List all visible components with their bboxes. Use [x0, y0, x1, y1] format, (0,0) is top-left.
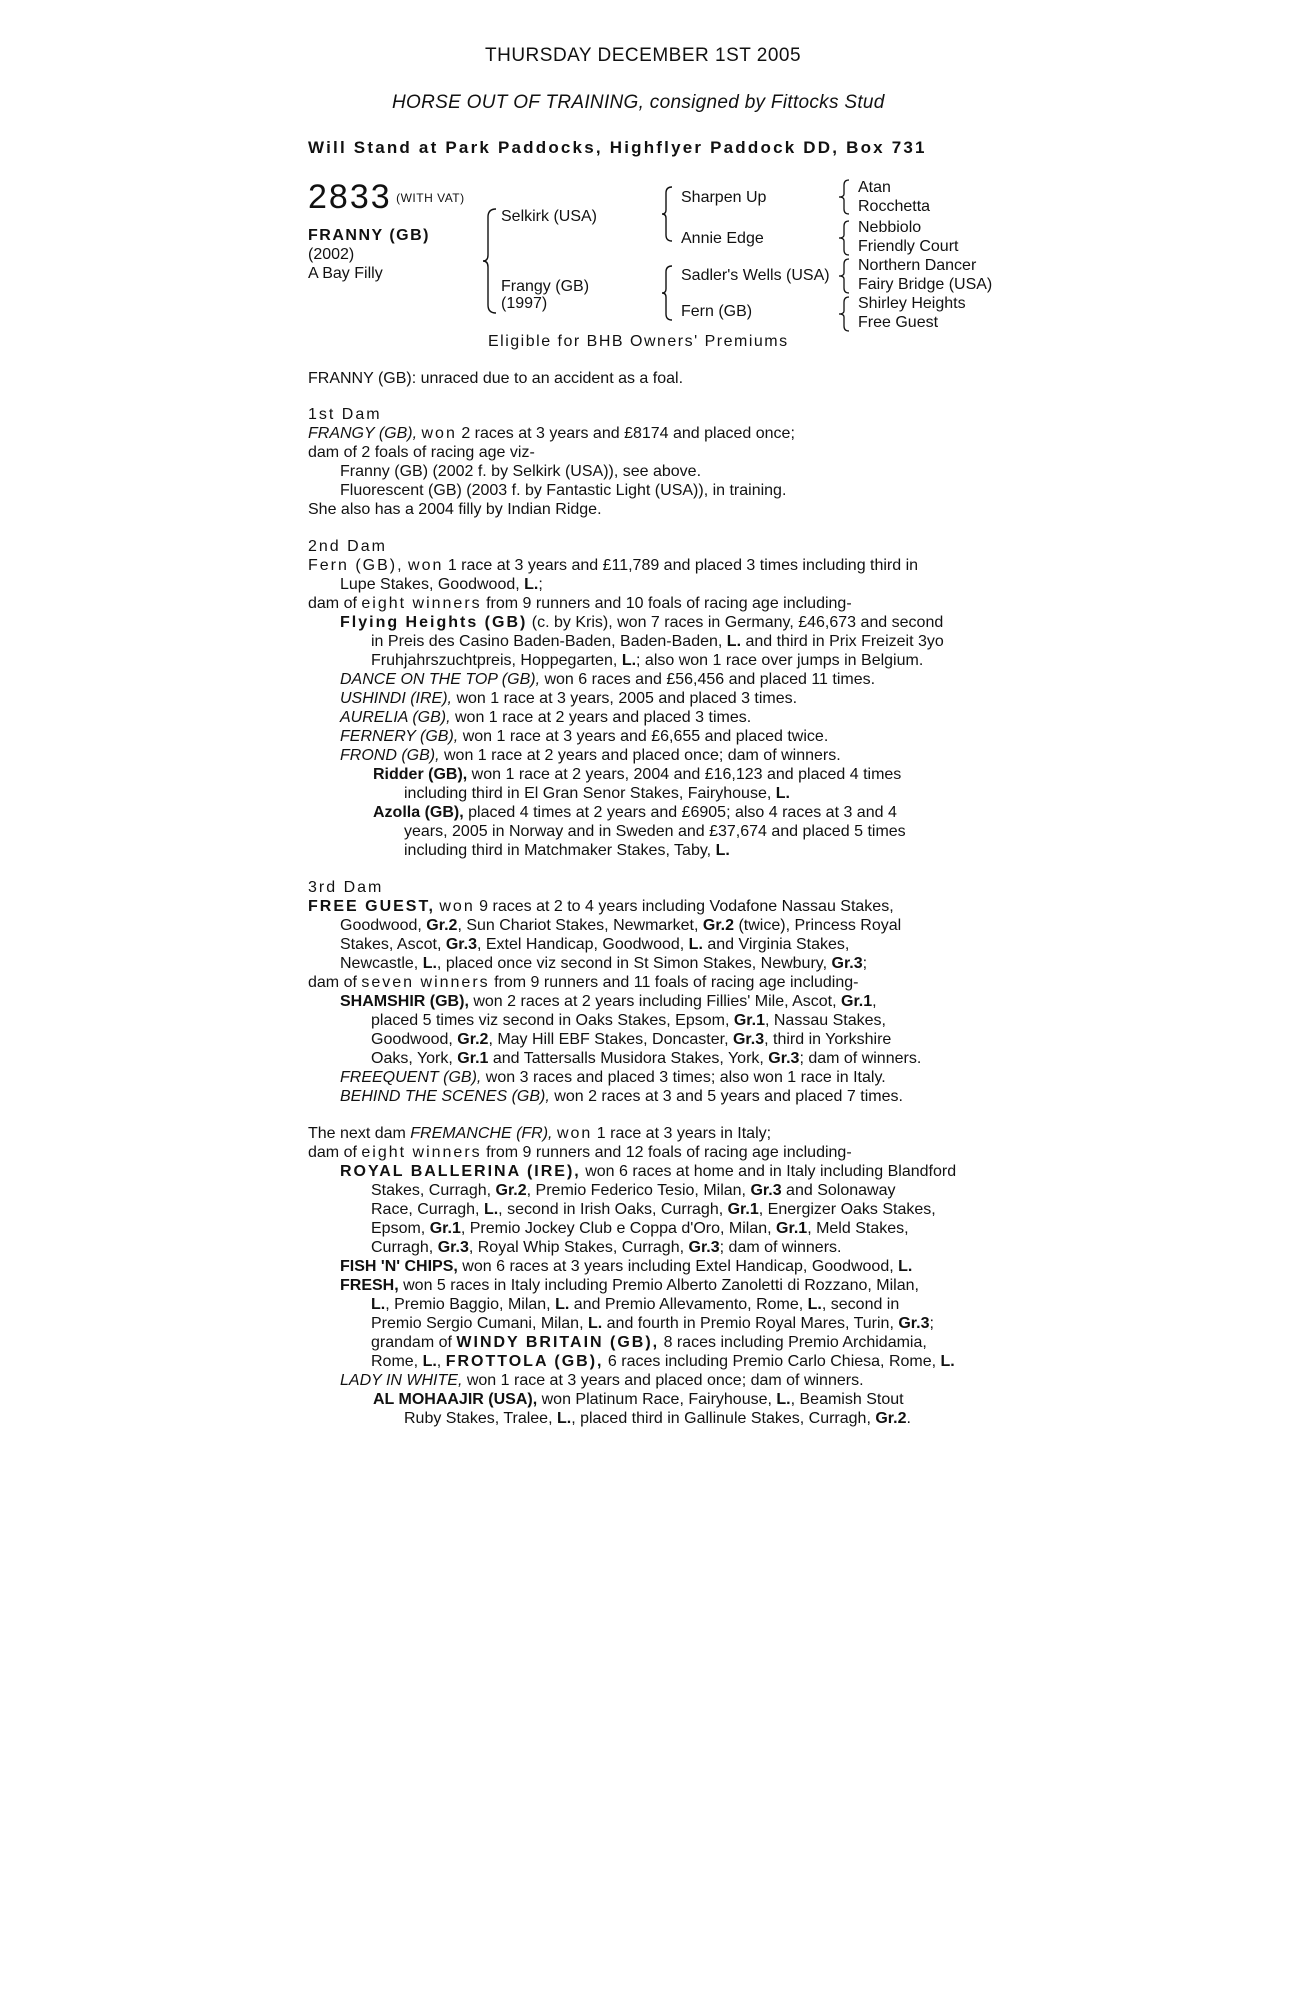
dam2-line10: FERNERY (GB), won 1 race at 3 years and £6,655 and placed twice.: [340, 728, 829, 745]
owners-premium-note: Eligible for BHB Owners' Premiums: [488, 333, 789, 350]
pedigree-gg4: Friendly Court: [858, 238, 959, 255]
dam2-line1: Fern (GB), won 1 race at 3 years and £11,789 and placed 3 times including third in: [308, 557, 919, 574]
dam4-line4: Stakes, Curragh, Gr.2, Premio Federico Tesio, Milan, Gr.3 and Solonaway: [371, 1182, 896, 1199]
dam2-line12: Ridder (GB), won 1 race at 2 years, 2004 and £16,123 and placed 4 times: [373, 766, 902, 783]
dam3-line2: Goodwood, Gr.2, Sun Chariot Stakes, Newmarket, Gr.2 (twice), Princess Royal: [340, 917, 902, 934]
dam2-line2: Lupe Stakes, Goodwood, L.;: [340, 576, 543, 593]
pedigree-dam-year: (1997): [501, 295, 548, 312]
dam2-line6: Fruhjahrszuchtpreis, Hoppegarten, L.; also won 1 race over jumps in Belgium.: [371, 652, 924, 669]
dam4-line1: The next dam FREMANCHE (FR), won 1 race at 3 years in Italy;: [308, 1125, 772, 1142]
dam1-line3: Franny (GB) (2002 f. by Selkirk (USA)), see above.: [340, 463, 702, 480]
pedigree-gg2: Rocchetta: [858, 198, 931, 215]
dam3-line8: Goodwood, Gr.2, May Hill EBF Stakes, Doncaster, Gr.3, third in Yorkshire: [371, 1031, 892, 1048]
dam3-line1: FREE GUEST, won 9 races at 2 to 4 years including Vodafone Nassau Stakes,: [308, 898, 894, 915]
dam2-line5: in Preis des Casino Baden-Baden, Baden-Baden, L. and third in Prix Freizeit 3yo: [371, 633, 944, 650]
pedigree-g2: Annie Edge: [681, 230, 764, 247]
dam4-line6: Epsom, Gr.1, Premio Jockey Club e Coppa d'Oro, Milan, Gr.1, Meld Stakes,: [371, 1220, 909, 1237]
pedigree-g1: Sharpen Up: [681, 189, 767, 206]
consignment-title: HORSE OUT OF TRAINING, consigned by Fittocks Stud: [392, 92, 885, 113]
dam2-line15: years, 2005 in Norway and in Sweden and £37,674 and placed 5 times: [404, 823, 906, 840]
gg-brace-1: [838, 179, 850, 215]
dam4-line12: grandam of WINDY BRITAIN (GB), 8 races including Premio Archidamia,: [371, 1334, 927, 1351]
dam2-line9: AURELIA (GB), won 1 race at 2 years and placed 3 times.: [340, 709, 752, 726]
dam3-heading: 3rd Dam: [308, 879, 384, 896]
dam3-line3: Stakes, Ascot, Gr.3, Extel Handicap, Goodwood, L. and Virginia Stakes,: [340, 936, 850, 953]
gg-brace-3: [838, 258, 850, 294]
dam1-line2: dam of 2 foals of racing age viz-: [308, 444, 535, 461]
horse-intro: FRANNY (GB): unraced due to an accident as a foal.: [308, 370, 684, 387]
pedigree-gg1: Atan: [858, 179, 891, 196]
sale-date: THURSDAY DECEMBER 1ST 2005: [485, 45, 802, 66]
pedigree-dam: Frangy (GB): [501, 278, 590, 295]
dam3-line6: SHAMSHIR (GB), won 2 races at 2 years including Fillies' Mile, Ascot, Gr.1,: [340, 993, 877, 1010]
dam2-heading: 2nd Dam: [308, 538, 387, 555]
pedigree-gg8: Free Guest: [858, 314, 939, 331]
gg-brace-4: [838, 296, 850, 332]
dam1-line5: She also has a 2004 filly by Indian Ridge.: [308, 501, 602, 518]
dam4-line8: FISH 'N' CHIPS, won 6 races at 3 years including Extel Handicap, Goodwood, L.: [340, 1258, 913, 1275]
dam4-line15: AL MOHAAJIR (USA), won Platinum Race, Fairyhouse, L., Beamish Stout: [373, 1391, 904, 1408]
dam3-line7: placed 5 times viz second in Oaks Stakes, Epsom, Gr.1, Nassau Stakes,: [371, 1012, 886, 1029]
horse-description: A Bay Filly: [308, 265, 383, 282]
sire-dam-brace: [482, 208, 498, 314]
dam1-line4: Fluorescent (GB) (2003 f. by Fantastic Light (USA)), in training.: [340, 482, 787, 499]
pedigree-gg5: Northern Dancer: [858, 257, 977, 274]
dam2-line13: including third in El Gran Senor Stakes, Fairyhouse, L.: [404, 785, 790, 802]
sire-parents-brace: [661, 186, 673, 242]
dam4-line11: Premio Sergio Cumani, Milan, L. and fourth in Premio Royal Mares, Turin, Gr.3;: [371, 1315, 934, 1332]
dam2-line4: Flying Heights (GB) (c. by Kris), won 7 races in Germany, £46,673 and second: [340, 614, 944, 631]
dam1-heading: 1st Dam: [308, 406, 382, 423]
horse-name: FRANNY (GB): [308, 227, 430, 244]
dam4-line7: Curragh, Gr.3, Royal Whip Stakes, Curragh, Gr.3; dam of winners.: [371, 1239, 842, 1256]
dam3-line9: Oaks, York, Gr.1 and Tattersalls Musidora Stakes, York, Gr.3; dam of winners.: [371, 1050, 922, 1067]
pedigree-g3: Sadler's Wells (USA): [681, 267, 830, 284]
dam4-line5: Race, Curragh, L., second in Irish Oaks, Curragh, Gr.1, Energizer Oaks Stakes,: [371, 1201, 936, 1218]
pedigree-gg3: Nebbiolo: [858, 219, 922, 236]
stand-location: Will Stand at Park Paddocks, Highflyer Paddock DD, Box 731: [308, 138, 927, 157]
pedigree-gg6: Fairy Bridge (USA): [858, 276, 993, 293]
pedigree-sire: Selkirk (USA): [501, 208, 598, 225]
dam4-line16: Ruby Stakes, Tralee, L., placed third in Gallinule Stakes, Curragh, Gr.2.: [404, 1410, 911, 1427]
dam2-line3: dam of eight winners from 9 runners and 10 foals of racing age including-: [308, 595, 852, 612]
lot-number: 2833: [308, 178, 392, 216]
dam2-line16: including third in Matchmaker Stakes, Taby, L.: [404, 842, 730, 859]
dam3-line4: Newcastle, L., placed once viz second in St Simon Stakes, Newbury, Gr.3;: [340, 955, 868, 972]
dam4-line14: LADY IN WHITE, won 1 race at 3 years and placed once; dam of winners.: [340, 1372, 864, 1389]
dam-parents-brace: [661, 265, 673, 321]
vat-note: (WITH VAT): [396, 191, 465, 205]
dam2-line7: DANCE ON THE TOP (GB), won 6 races and £56,456 and placed 11 times.: [340, 671, 876, 688]
pedigree-gg7: Shirley Heights: [858, 295, 966, 312]
dam4-line2: dam of eight winners from 9 runners and 12 foals of racing age including-: [308, 1144, 852, 1161]
dam2-line14: Azolla (GB), placed 4 times at 2 years and £6905; also 4 races at 3 and 4: [373, 804, 897, 821]
gg-brace-2: [838, 220, 850, 256]
dam3-line5: dam of seven winners from 9 runners and 11 foals of racing age including-: [308, 974, 859, 991]
dam3-line11: BEHIND THE SCENES (GB), won 2 races at 3 and 5 years and placed 7 times.: [340, 1088, 903, 1105]
foaling-year: (2002): [308, 246, 355, 263]
lot-number-line: [308, 178, 465, 217]
dam4-line9: FRESH, won 5 races in Italy including Premio Alberto Zanoletti di Rozzano, Milan,: [340, 1277, 919, 1294]
dam2-line8: USHINDI (IRE), won 1 race at 3 years, 2005 and placed 3 times.: [340, 690, 798, 707]
dam4-line3: ROYAL BALLERINA (IRE), won 6 races at home and in Italy including Blandford: [340, 1163, 957, 1180]
dam4-line13: Rome, L., FROTTOLA (GB), 6 races including Premio Carlo Chiesa, Rome, L.: [371, 1353, 955, 1370]
dam4-line10: L., Premio Baggio, Milan, L. and Premio Allevamento, Rome, L., second in: [371, 1296, 900, 1313]
dam1-line1: FRANGY (GB), won 2 races at 3 years and £8174 and placed once;: [308, 425, 795, 442]
dam2-line11: FROND (GB), won 1 race at 2 years and placed once; dam of winners.: [340, 747, 841, 764]
pedigree-g4: Fern (GB): [681, 303, 753, 320]
dam3-line10: FREEQUENT (GB), won 3 races and placed 3 times; also won 1 race in Italy.: [340, 1069, 886, 1086]
